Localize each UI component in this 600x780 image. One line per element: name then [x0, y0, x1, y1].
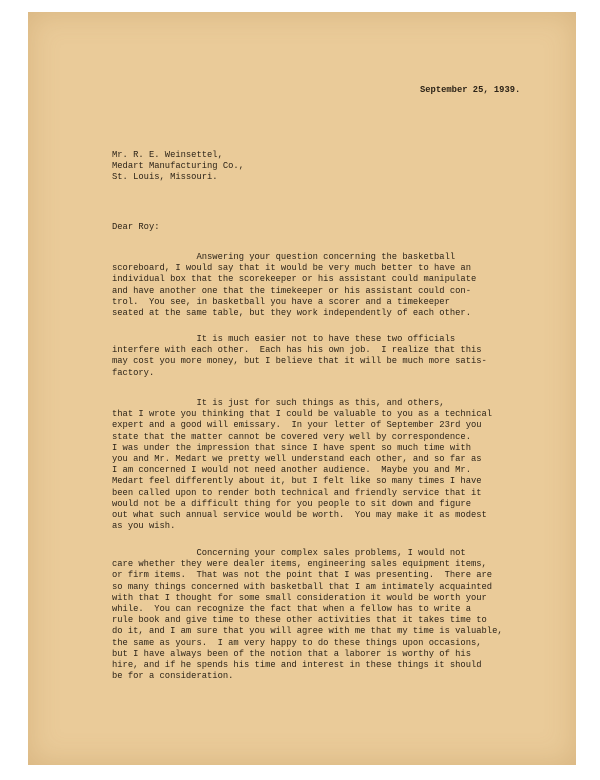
paragraph-technical-expert — [112, 398, 560, 532]
text-line: expert and a good will emissary. In your letter of September 23rd you — [112, 420, 482, 431]
address-line: St. Louis, Missouri. — [112, 172, 218, 183]
text-line: would not be a difficult thing for you people to sit down and figure — [112, 498, 471, 509]
letter-page — [28, 12, 576, 765]
address-line: Medart Manufacturing Co., — [112, 161, 244, 172]
text-line: I am concerned I would not need another audience. Maybe you and Mr. — [112, 465, 471, 476]
text-line: factory. — [112, 367, 155, 378]
letter-date: September 25, 1939. — [420, 85, 521, 95]
address-line: Mr. R. E. Weinsettel, — [112, 150, 223, 160]
text-line: may cost you more money, but I believe that it will be much more satis- — [112, 356, 487, 367]
paragraph-officials — [112, 334, 560, 379]
text-line: care whether they were dealer items, engineering sales equipment items, — [112, 559, 487, 570]
inside-address — [112, 150, 244, 184]
text-line: I was under the impression that since I have spent so much time with — [112, 442, 471, 453]
text-line: Concerning your complex sales problems, I would not — [112, 548, 466, 558]
text-line: scoreboard, I would say that it would be very much better to have an — [112, 263, 471, 274]
text-line: rule book and give time to these other activities that it takes time to — [112, 615, 487, 626]
text-line: seated at the same table, but they work independently of each other. — [112, 308, 471, 319]
text-line: and have another one that the timekeeper or his assistant could con- — [112, 285, 471, 296]
text-line: Answering your question concerning the basketball — [112, 252, 456, 262]
text-line: out what such annual service would be worth. You may make it as modest — [112, 510, 487, 521]
text-line: you and Mr. Medart we pretty well understand each other, and so far as — [112, 454, 482, 465]
text-line: trol. You see, in basketball you have a scorer and a timekeeper — [112, 296, 450, 307]
text-line: so many things concerned with basketball that I am intimately acquainted — [112, 581, 493, 592]
text-line: that I wrote you thinking that I could be valuable to you as a technical — [112, 409, 493, 420]
text-line: been called upon to render both technical and friendly service that it — [112, 487, 482, 498]
text-line: do it, and I am sure that you will agree with me that my time is valuable, — [112, 626, 503, 637]
text-line: state that the matter cannot be covered very well by correspondence. — [112, 431, 471, 442]
text-line: while. You can recognize the fact that when a fellow has to write a — [112, 604, 471, 615]
paragraph-sales-problems — [112, 548, 560, 682]
salutation: Dear Roy: — [112, 222, 160, 232]
text-line: Medart feel differently about it, but I felt like so many times I have — [112, 476, 482, 487]
text-line: It is much easier not to have these two officials — [112, 334, 456, 344]
text-line: the same as yours. I am very happy to do these things upon occasions, — [112, 637, 482, 648]
text-line: or firm items. That was not the point that I was presenting. There are — [112, 570, 493, 581]
text-line: be for a consideration. — [112, 671, 234, 682]
paragraph-scoreboard — [112, 252, 560, 319]
text-line: as you wish. — [112, 521, 176, 532]
text-line: with that I thought for some small consideration it would be worth your — [112, 592, 487, 603]
text-line: interfere with each other. Each has his own job. I realize that this — [112, 345, 482, 356]
text-line: It is just for such things as this, and others, — [112, 398, 445, 408]
text-line: hire, and if he spends his time and interest in these things it should — [112, 660, 482, 671]
text-line: individual box that the scorekeeper or his assistant could manipulate — [112, 274, 477, 285]
text-line: but I have always been of the notion that a laborer is worthy of his — [112, 648, 471, 659]
